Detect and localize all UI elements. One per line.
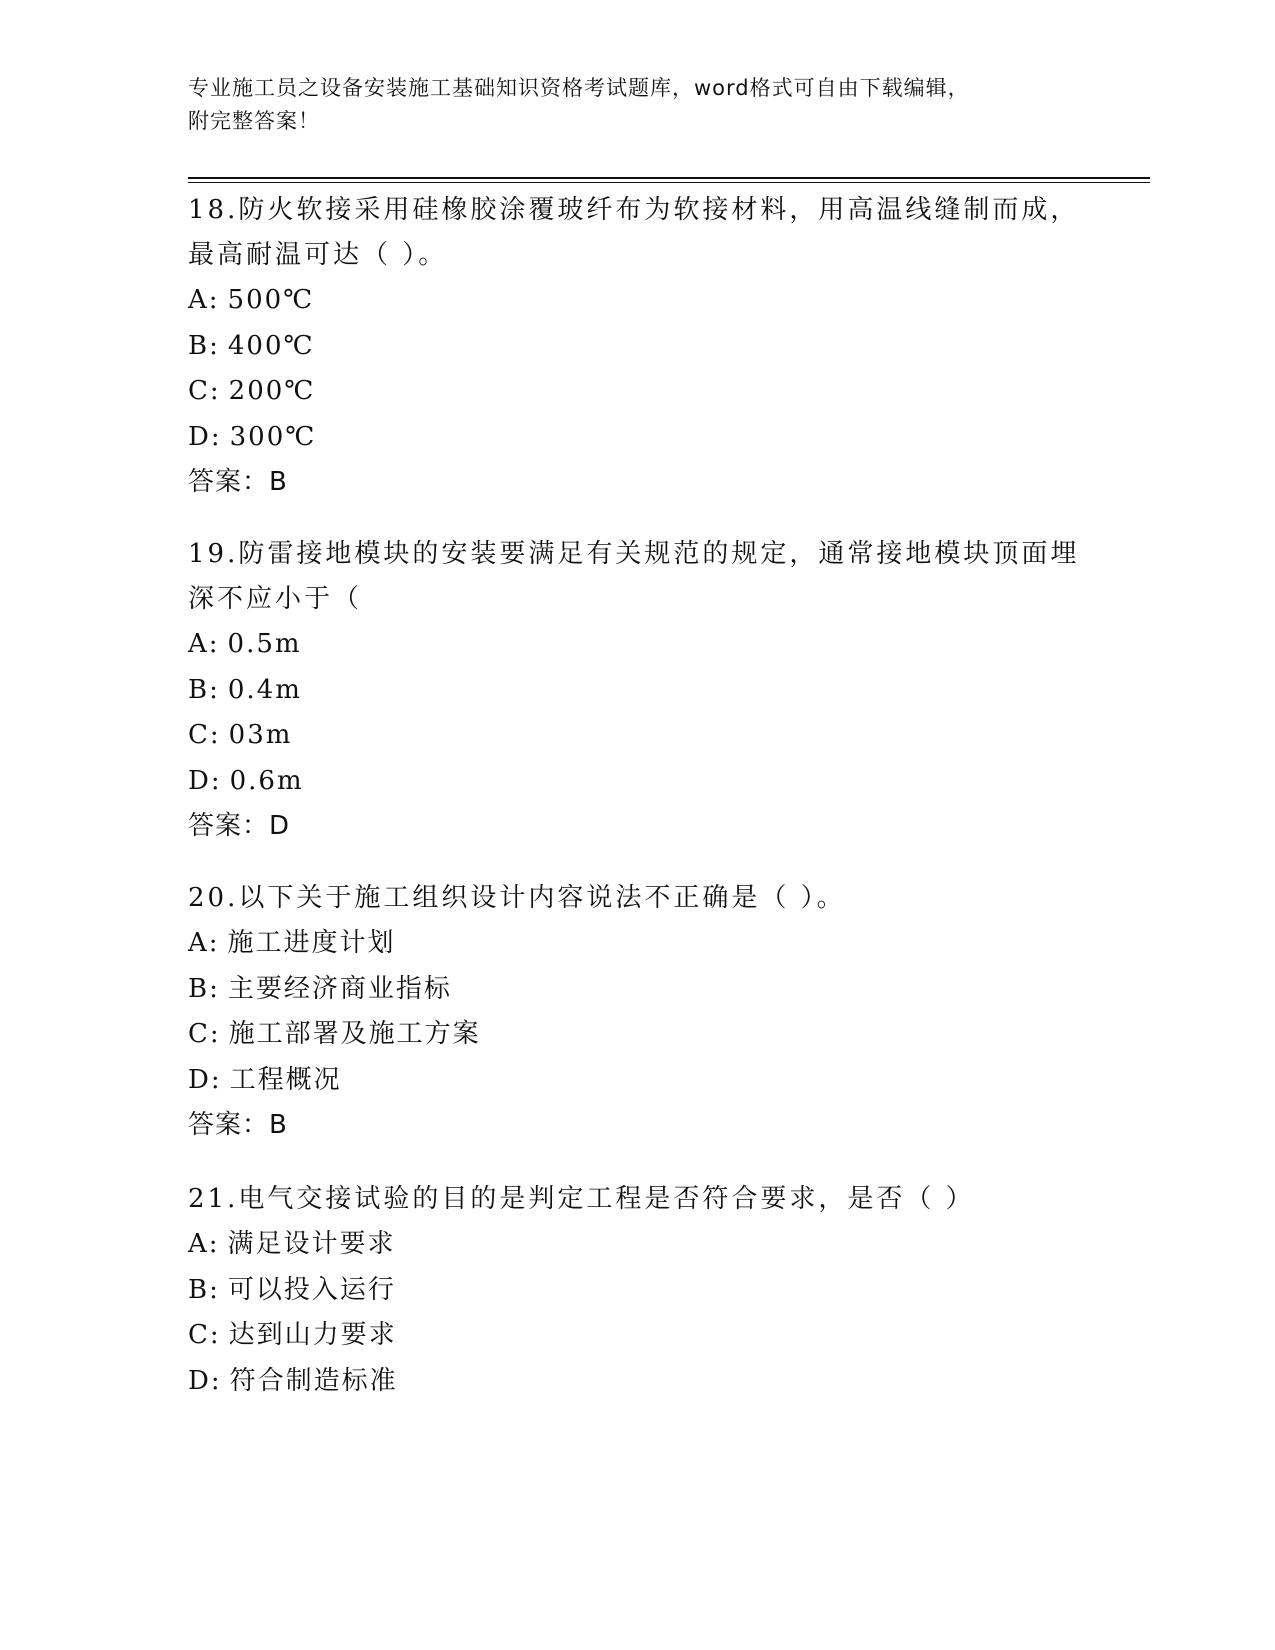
option-text: 主要经济商业指标 — [227, 973, 452, 1004]
header-rule-thin — [188, 182, 1150, 183]
question-stem-line: 20.以下关于施工组织设计内容说法不正确是（ ）。 — [188, 883, 846, 913]
option-d — [188, 1359, 1088, 1405]
option-letter: D: — [188, 1365, 222, 1396]
option-c — [188, 713, 1088, 759]
option-b — [188, 967, 1088, 1013]
option-c — [188, 1313, 1088, 1359]
option-text: 可以投入运行 — [227, 1274, 396, 1305]
option-text: 施工部署及施工方案 — [228, 1019, 481, 1049]
option-letter: A: — [188, 928, 220, 958]
option-text: 达到山力要求 — [228, 1320, 397, 1350]
document-header — [188, 72, 1048, 138]
option-letter: A: — [188, 1229, 220, 1259]
option-letter: C: — [188, 376, 221, 406]
option-b — [188, 668, 1088, 714]
option-text: 满足设计要求 — [227, 1229, 396, 1259]
option-letter: C: — [188, 1320, 221, 1350]
option-text: 03m — [228, 720, 293, 750]
option-b — [188, 324, 1088, 370]
option-a — [188, 1222, 1088, 1268]
question-stem-line: 最高耐温可达（ ）。 — [188, 240, 448, 270]
answer-line: 答案：B — [188, 1110, 288, 1140]
header-line-2: 附完整答案！ — [188, 109, 320, 133]
option-letter: C: — [188, 1019, 221, 1049]
question-20 — [188, 876, 1088, 1147]
question-19 — [188, 532, 1088, 848]
answer-line: 答案：B — [188, 467, 288, 497]
option-a — [188, 278, 1088, 324]
option-text: 施工进度计划 — [227, 928, 396, 958]
option-letter: D: — [188, 421, 222, 452]
option-a — [188, 622, 1088, 668]
option-text: 300℃ — [229, 421, 317, 452]
option-text: 500℃ — [227, 285, 315, 315]
option-text: 200℃ — [228, 376, 316, 406]
option-text: 0.5m — [227, 629, 302, 659]
option-letter: A: — [188, 629, 220, 659]
question-stem-line: 21.电气交接试验的目的是判定工程是否符合要求，是否（ ） — [188, 1184, 975, 1214]
option-letter: A: — [188, 285, 220, 315]
option-text: 工程概况 — [229, 1064, 342, 1095]
option-text: 0.6m — [229, 765, 304, 796]
option-b — [188, 1268, 1088, 1314]
option-text: 符合制造标准 — [229, 1365, 398, 1396]
option-d — [188, 759, 1088, 805]
option-c — [188, 1012, 1088, 1058]
option-letter: D: — [188, 1064, 222, 1095]
question-21 — [188, 1177, 1088, 1404]
header-rule-thick — [188, 177, 1150, 179]
answer-line: 答案：D — [188, 811, 291, 841]
option-a — [188, 921, 1088, 967]
option-letter: B: — [188, 674, 220, 705]
question-18 — [188, 188, 1088, 504]
option-letter: D: — [188, 765, 222, 796]
option-text: 400℃ — [227, 330, 315, 361]
option-letter: B: — [188, 330, 220, 361]
header-line-1: 专业施工员之设备安装施工基础知识资格考试题库，word格式可自由下载编辑， — [188, 76, 970, 100]
option-letter: B: — [188, 1274, 220, 1305]
question-stem-line: 19.防雷接地模块的安装要满足有关规范的规定，通常接地模块顶面埋 — [188, 539, 1080, 569]
question-stem-line: 深不应小于（ — [188, 584, 363, 614]
option-letter: B: — [188, 973, 220, 1004]
option-d — [188, 1058, 1088, 1104]
question-stem-line: 18.防火软接采用硅橡胶涂覆玻纤布为软接材料，用高温线缝制而成， — [188, 195, 1080, 225]
option-d — [188, 415, 1088, 461]
option-c — [188, 369, 1088, 415]
option-text: 0.4m — [227, 674, 302, 705]
option-letter: C: — [188, 720, 221, 750]
